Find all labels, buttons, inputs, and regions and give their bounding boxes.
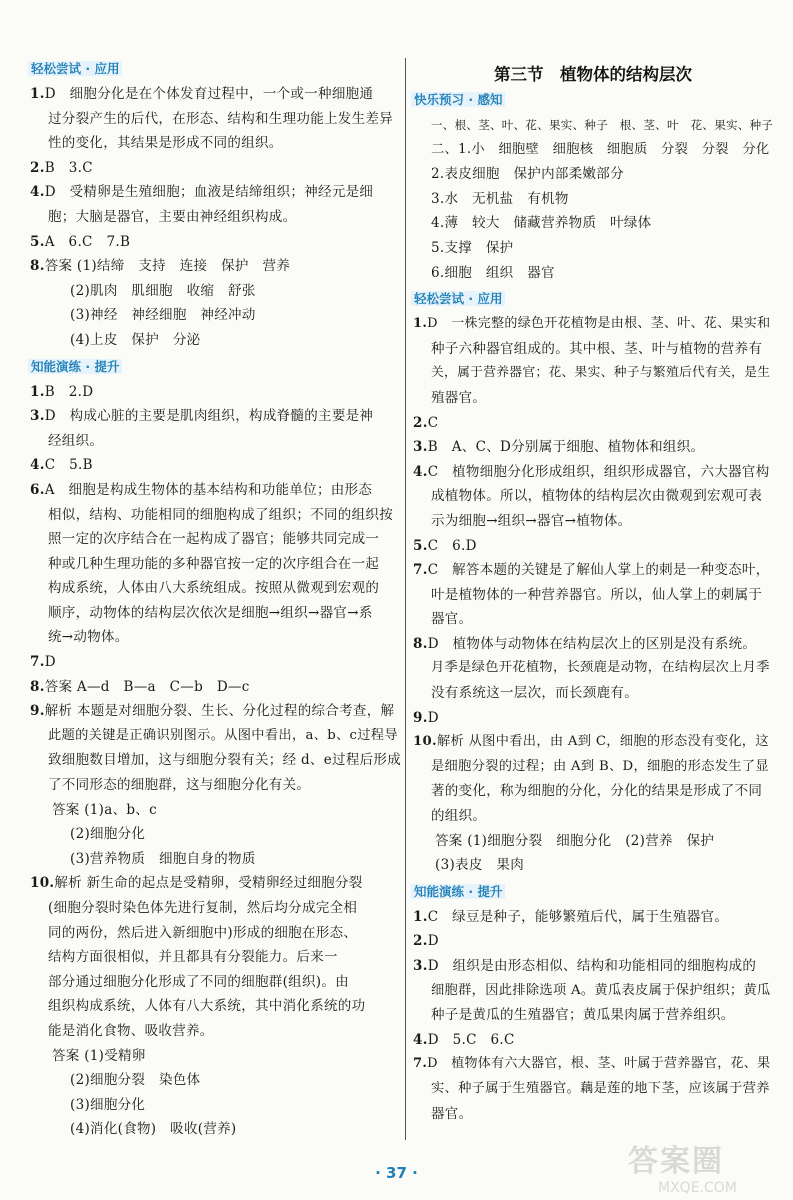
answer-line	[413, 829, 773, 854]
answer-line	[30, 380, 402, 405]
answer-text: 能是消化食物、吸收营养。	[48, 1022, 214, 1039]
column-divider	[405, 58, 406, 1140]
answer-line	[30, 404, 402, 429]
answer-line	[30, 970, 402, 995]
answer-line	[30, 675, 402, 700]
answer-line	[30, 773, 402, 798]
question-number: 10.	[413, 734, 437, 750]
answer-line	[413, 905, 773, 930]
answer-text: 顺序，动物体的结构层次依次是细胞→组织→器官→系	[48, 604, 373, 621]
answer-line	[30, 625, 402, 650]
answer-line	[30, 107, 402, 132]
answer-text: (2)细胞分裂 染色体	[70, 1072, 201, 1089]
answer-text: (3)细胞分化	[70, 1096, 146, 1113]
answer-text: (细胞分裂时染色体先进行复制，然后均分成完全相	[48, 900, 358, 916]
answer-line	[413, 1003, 773, 1028]
answer-text: C 绿豆是种子，能够繁殖后代，属于生殖器官。	[427, 908, 729, 925]
question-number: 2.	[30, 159, 45, 176]
question-number: 6.	[30, 481, 45, 498]
answer-line	[413, 236, 773, 261]
answer-line	[30, 847, 402, 872]
answer-line	[413, 337, 773, 362]
answer-text: B A、C、D分别属于细胞、植物体和组织。	[427, 439, 705, 456]
answer-line	[30, 180, 402, 205]
answer-text: 著的变化，称为细胞的分化，分化的结果是形成了不同	[431, 783, 763, 800]
answer-line	[413, 1102, 773, 1127]
answer-text: 的组织。	[431, 808, 487, 825]
answer-line	[413, 386, 773, 411]
answer-line	[413, 187, 773, 212]
page-number: · 37 ·	[375, 1164, 418, 1182]
answer-text: 6.细胞 组织 器官	[431, 264, 555, 281]
section-header-label: 轻松尝试 · 应用	[411, 291, 505, 306]
answer-text: B 3.C	[44, 159, 93, 176]
answer-text: 关，属于营养器官；花、果实、种子与繁殖后代有关，是生	[431, 365, 771, 381]
answer-line	[413, 261, 773, 286]
answer-text: 致细胞数目增加，这与细胞分裂有关；经 d、e过程后形成	[48, 752, 402, 769]
answer-text: 答案 (1)受精卵	[52, 1047, 146, 1064]
answer-line	[413, 312, 773, 337]
answer-text: 示为细胞→组织→器官→植物体。	[431, 512, 632, 529]
answer-line	[30, 1068, 402, 1093]
answer-line	[30, 230, 402, 255]
answer-text: 二、1.小 细胞壁 细胞核 细胞质 分裂 分裂 分化	[431, 141, 770, 157]
answer-line	[413, 138, 773, 163]
question-number: 2.	[413, 933, 428, 950]
answer-text: A 细胞是构成生物体的基本结构和功能单位；由形态	[44, 481, 373, 498]
answer-text: 器官。	[431, 611, 473, 628]
answer-line	[413, 460, 773, 485]
answer-text: D 细胞分化是在个体发育过程中，一个或一种细胞通	[44, 86, 374, 102]
answer-line	[30, 1093, 402, 1118]
question-number: 10.	[30, 875, 55, 892]
answer-text: (3)表皮 果肉	[435, 857, 525, 874]
answer-line	[413, 681, 773, 706]
question-number: 1.	[30, 383, 45, 400]
question-number: 3.	[413, 958, 428, 974]
answer-text: C 植物细胞分化形成组织，组织形成器官，六大器官构	[427, 463, 770, 480]
answer-line	[30, 650, 402, 675]
answer-line	[30, 156, 402, 181]
answer-text: (2)细胞分化	[70, 826, 146, 843]
answer-text: (3)神经 神经细胞 神经冲动	[70, 307, 256, 324]
answer-text: C 5.B	[44, 457, 93, 474]
answer-text: 月季是绿色开花植物，长颈鹿是动物，在结构层次上月季	[431, 660, 770, 676]
question-number: 9.	[30, 703, 45, 720]
question-number: 4.	[413, 1031, 428, 1048]
answer-line	[413, 853, 773, 878]
question-number: 7.	[30, 654, 45, 671]
answer-text: D 植物体与动物体在结构层次上的区别是没有系统。	[427, 635, 757, 652]
answer-text: 殖器官。	[431, 389, 487, 406]
section-header	[411, 883, 773, 901]
right-column	[413, 55, 773, 1126]
answer-text: 成植物体。所以，植物体的结构层次由微观到宏观可表	[431, 488, 763, 505]
answer-text: 叶是植物体的一种营养器官。所以，仙人掌上的刺属于	[431, 586, 763, 603]
answer-text: 相似，结构、功能相同的细胞构成了组织；不同的组织按	[48, 506, 393, 523]
answer-text: D	[44, 654, 56, 671]
answer-text: D 5.C 6.C	[427, 1031, 515, 1048]
answer-line	[413, 361, 773, 386]
answer-text: 了不同形态的细胞群，这与细胞分化有关。	[48, 777, 311, 794]
answer-line	[30, 945, 402, 970]
answer-text: 同的两份，然后进入新细胞中)形成的细胞在形态、	[48, 924, 358, 941]
answer-text: C	[427, 414, 439, 431]
question-number: 4.	[30, 457, 45, 474]
answer-line	[413, 435, 773, 460]
answer-line	[30, 871, 402, 896]
answer-text: 3.水 无机盐 有机物	[431, 190, 569, 207]
answer-line	[413, 755, 773, 780]
answer-line	[30, 303, 402, 328]
answer-text: D	[427, 933, 439, 950]
question-number: 3.	[30, 408, 45, 425]
question-number: 4.	[30, 184, 45, 201]
answer-text: 统→动物体。	[48, 629, 129, 646]
answer-line	[413, 583, 773, 608]
answer-line	[30, 1044, 402, 1069]
answer-line	[30, 724, 402, 749]
answer-text: 解析 本题是对细胞分裂、生长、分化过程的综合考查，解	[44, 703, 395, 720]
answer-text: (4)消化(食物) 吸收(营养)	[70, 1121, 237, 1138]
answer-line	[30, 994, 402, 1019]
answer-line	[413, 534, 773, 559]
answer-text: (2)肌肉 肌细胞 收缩 舒张	[70, 282, 256, 299]
answer-line	[30, 279, 402, 304]
section-header-label: 轻松尝试 · 应用	[28, 61, 122, 76]
question-number: 3.	[413, 439, 428, 456]
answer-text: 是细胞分裂的过程；由 A到 B、D，细胞的形态发生了显	[431, 758, 769, 774]
answer-text: (3)营养物质 细胞自身的物质	[70, 850, 256, 867]
answer-text: 部分通过细胞分化形成了不同的细胞群(组织)。由	[48, 973, 349, 990]
question-number: 9.	[413, 709, 428, 726]
watermark-logo	[628, 1136, 780, 1194]
answer-line	[413, 558, 773, 583]
answer-line	[30, 527, 402, 552]
answer-text: 解析 从图中看出，由 A到 C，细胞的形态没有变化，这	[436, 734, 769, 750]
answer-text: 过分裂产生的后代，在形态、结构和生理功能上发生差异	[48, 110, 393, 127]
question-number: 8.	[30, 678, 45, 695]
answer-line	[413, 1077, 773, 1102]
answer-line	[413, 1052, 773, 1077]
answer-text: 一、根、茎、叶、花、果实、种子 根、茎、叶 花、果实、种子	[431, 118, 774, 132]
answer-text: 经组织。	[48, 432, 104, 449]
answer-line	[30, 896, 402, 921]
answer-text: 结构方面很相似，并且都具有分裂能力。后来一	[48, 949, 338, 966]
answer-line	[413, 509, 773, 534]
question-number: 5.	[30, 233, 45, 250]
answer-line	[30, 453, 402, 478]
answer-text: 5.支撑 保护	[431, 239, 514, 256]
section-header-label: 知能演练 · 提升	[28, 359, 122, 374]
answer-text: A 6.C 7.B	[44, 233, 131, 250]
answer-text: 没有系统这一层次，而长颈鹿有。	[431, 685, 638, 702]
answer-text: 种子六种器官组成的。其中根、茎、叶与植物的营养有	[431, 340, 763, 357]
answer-line	[30, 131, 402, 156]
answer-line	[413, 411, 773, 436]
answer-text: D 组织是由形态相似、结构和功能相同的细胞构成的	[427, 958, 757, 974]
answer-text: 答案 (1)细胞分裂 细胞分化 (2)营养 保护	[435, 832, 715, 849]
section-header	[411, 290, 773, 308]
watermark-url: MXQE.COM	[658, 1180, 737, 1196]
question-number: 8.	[30, 258, 45, 275]
section-header-label: 知能演练 · 提升	[411, 884, 505, 899]
question-number: 7.	[413, 1056, 428, 1072]
question-number: 4.	[413, 463, 428, 480]
answer-line	[413, 706, 773, 731]
answer-text: 答案 (1)a、b、c	[52, 801, 157, 818]
answer-line	[30, 429, 402, 454]
left-column	[30, 55, 402, 1142]
answer-text: 器官。	[431, 1105, 473, 1122]
answer-text: 种子是黄瓜的生殖器官；黄瓜果肉属于营养组织。	[431, 1007, 735, 1024]
section-title: 第三节 植物体的结构层次	[494, 65, 692, 84]
answer-line	[413, 929, 773, 954]
answer-line	[30, 328, 402, 353]
answer-text: 性的变化，其结果是形成不同的组织。	[48, 135, 283, 152]
answer-text: D 构成心脏的主要是肌肉组织，构成脊髓的主要是神	[44, 408, 374, 425]
answer-line	[413, 656, 773, 681]
answer-line	[30, 1117, 402, 1142]
answer-line	[413, 804, 773, 829]
answer-text: 胞；大脑是器官，主要由神经组织构成。	[48, 208, 297, 225]
answer-line	[413, 779, 773, 804]
answer-text: (4)上皮 保护 分泌	[70, 331, 201, 348]
answer-line	[413, 607, 773, 632]
answer-line	[413, 730, 773, 755]
answer-line	[413, 1028, 773, 1053]
answer-line	[413, 162, 773, 187]
answer-text: D 植物体有六大器官，根、茎、叶属于营养器官，花、果	[427, 1056, 771, 1072]
answer-text: 种或几种生理功能的多种器官按一定的次序组合在一起	[48, 555, 380, 572]
answer-line	[413, 211, 773, 236]
answer-line	[30, 601, 402, 626]
answer-line	[30, 82, 402, 107]
answer-line	[413, 113, 773, 138]
section-header	[28, 358, 402, 376]
answer-text: 答案 (1)结缔 支持 连接 保护 营养	[44, 258, 291, 275]
question-number: 1.	[413, 316, 428, 332]
answer-text: 答案 A—d B—a C—b D—c	[44, 678, 250, 695]
answer-line	[413, 484, 773, 509]
answer-text: 构成系统，人体由八大系统组成。按照从微观到宏观的	[48, 580, 380, 597]
answer-text: B 2.D	[44, 383, 94, 400]
answer-line	[30, 478, 402, 503]
answer-line	[30, 921, 402, 946]
answer-line	[413, 632, 773, 657]
answer-text: D 受精卵是生殖细胞；血液是结缔组织；神经元是细	[44, 184, 374, 201]
answer-line	[413, 954, 773, 979]
answer-line	[30, 822, 402, 847]
answer-line	[30, 699, 402, 724]
watermark-text: 答案圈	[628, 1144, 724, 1179]
question-number: 2.	[413, 414, 428, 431]
answer-text: D	[427, 709, 439, 726]
answer-text: 实、种子属于生殖器官。藕是莲的地下茎，应该属于营养	[431, 1080, 770, 1096]
answer-text: 2.表皮细胞 保护内部柔嫩部分	[431, 166, 624, 183]
question-number: 1.	[413, 908, 428, 925]
answer-text: D 一株完整的绿色开花植物是由根、茎、叶、花、果实和	[427, 316, 771, 332]
answer-line	[30, 503, 402, 528]
answer-line	[30, 1019, 402, 1044]
answer-text: C 6.D	[427, 537, 477, 554]
question-number: 1.	[30, 86, 45, 102]
section-header-label: 快乐预习 · 感知	[411, 92, 505, 107]
question-number: 8.	[413, 635, 428, 652]
section-header	[411, 91, 773, 109]
answer-line	[30, 748, 402, 773]
answer-line	[30, 205, 402, 230]
question-number: 5.	[413, 537, 428, 554]
answer-line	[30, 576, 402, 601]
question-number: 7.	[413, 562, 428, 579]
answer-text: 照一定的次序结合在一起构成了器官；能够共同完成一	[48, 531, 380, 548]
answer-line	[30, 798, 402, 823]
answer-line	[30, 552, 402, 577]
answer-text: 细胞群，因此排除选项 A。黄瓜表皮属于保护组织；黄瓜	[431, 982, 771, 998]
answer-text: C 解答本题的关键是了解仙人掌上的刺是一种变态叶，	[427, 562, 770, 579]
answer-text: 解析 新生命的起点是受精卵，受精卵经过细胞分裂	[54, 875, 363, 892]
answer-text: 组织构成系统，人体有八大系统，其中消化系统的功	[48, 998, 366, 1015]
answer-text: 4.薄 较大 储藏营养物质 叶绿体	[431, 215, 652, 232]
answer-line	[30, 254, 402, 279]
answer-line	[413, 979, 773, 1004]
section-header	[28, 60, 402, 78]
answer-text: 此题的关键是正确识别图示。从图中看出，a、b、c过程导	[48, 727, 398, 743]
